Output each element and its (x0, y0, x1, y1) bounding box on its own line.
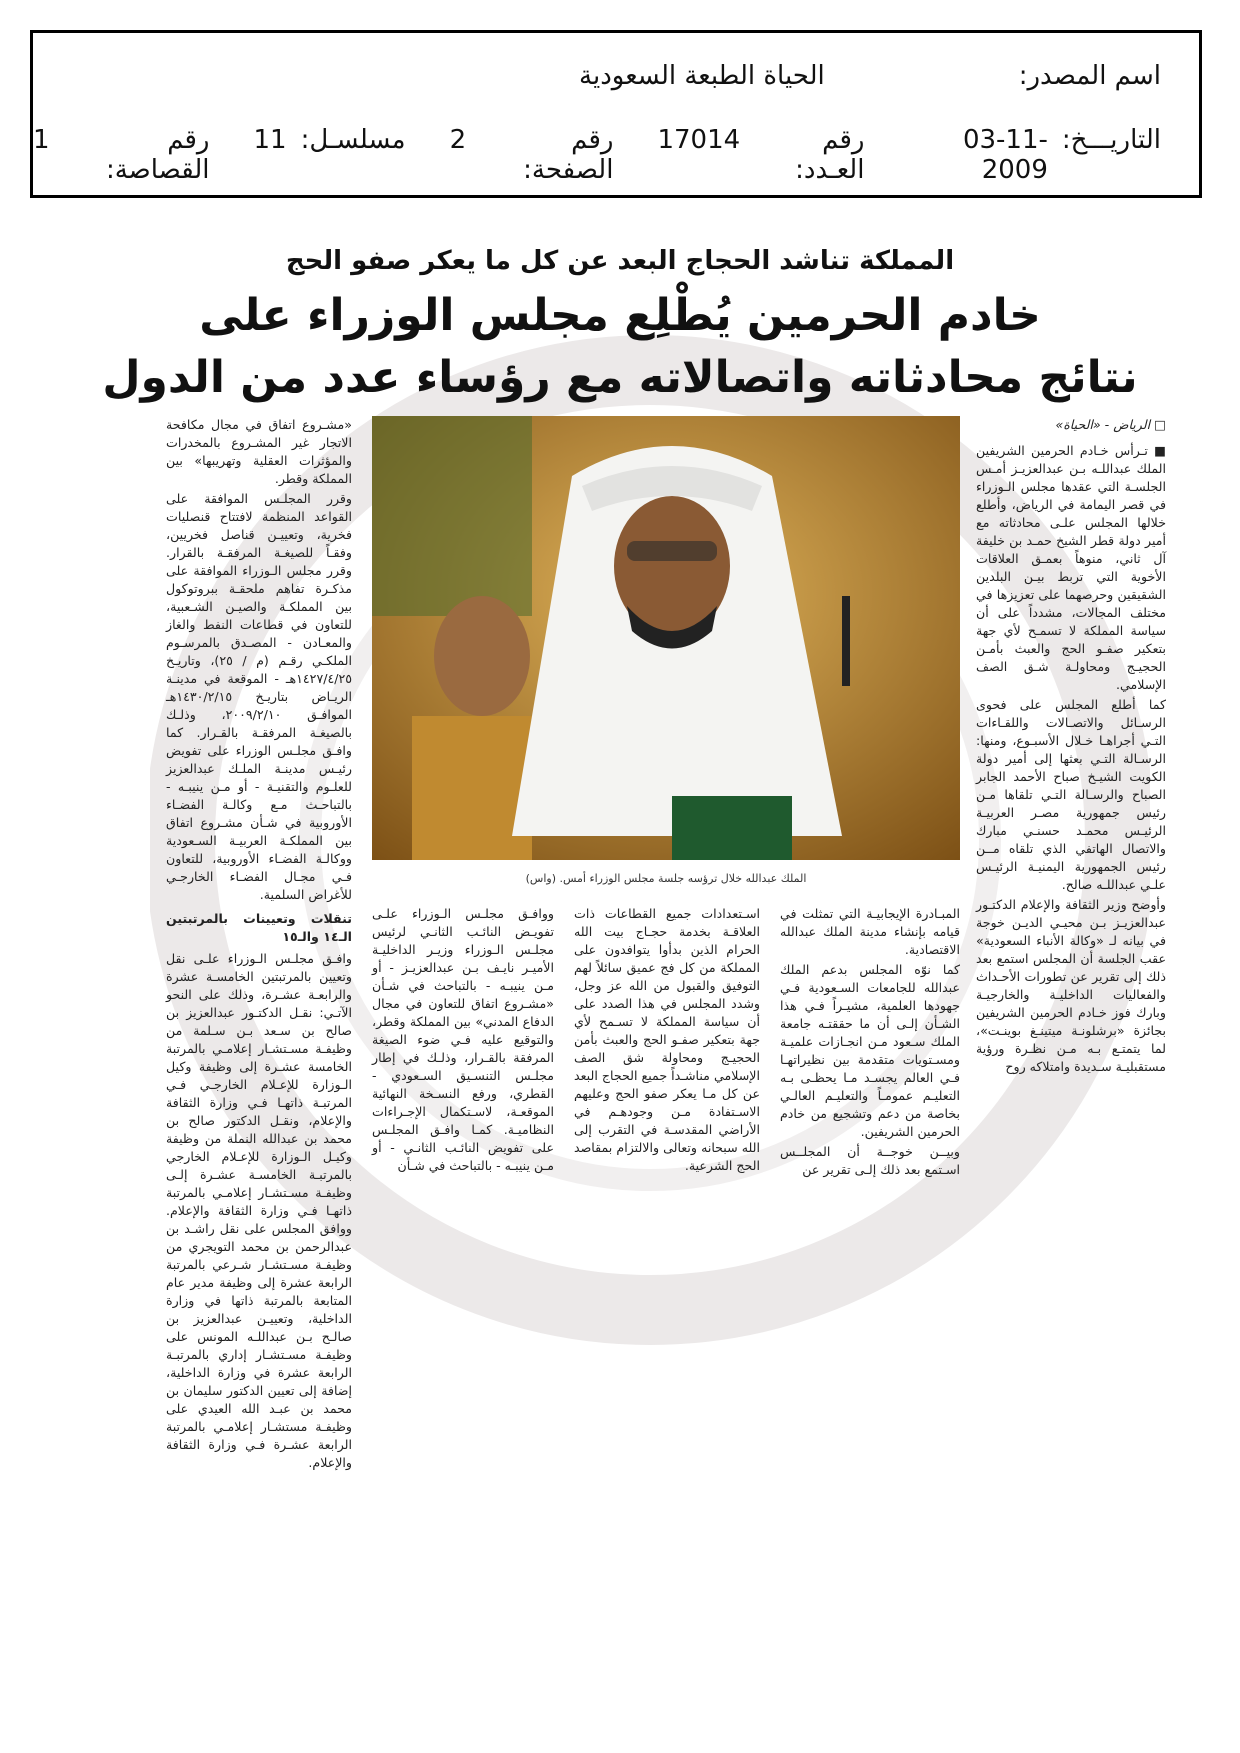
page-label: رقم الصفحة: (523, 125, 614, 185)
photo-caption: الملك عبدالله خلال ترؤسه جلسة مجلس الوزراء أمس. (واس) (525, 872, 807, 885)
metadata-box (30, 30, 1202, 198)
column-4 (372, 905, 554, 1177)
col2-paragraph-1: المبـادرة الإيجابيـة التي تمثلت في قيامه بإنشاء مدينة الملك عبدالله الاقتصادية. (780, 906, 960, 957)
issue-label: رقم العـدد: (795, 125, 865, 185)
col4-paragraph-1: ووافـق مجلـس الـوزراء علـى تفويـض النائـب الثانـي لرئيس مجلـس الـوزراء وزيـر الداخليـة الأميـر نايـف بـن عبدالعزيـز - أو مـن ينيبـه - بالتباحث في شـأن «مشـروع اتفاق للتعاون في مجال الدفاع المدني» بين المملكة وقطر، والتوقيع عليه فـي ضوء الصيغة المرفقة بالقـرار، وذلـك في إطار مجلـس التنسـيق السـعودي - القطري، ورفع النسـخة النهائية الموقعـة، لاسـتكمال الإجـراءات النظاميـة. كمـا وافـق المجلـس على تفويض النائـب الثانـي - أو مـن ينيبـه - بالتباحث في شـأن (372, 906, 554, 1173)
column-2 (780, 905, 960, 1181)
article-headline (0, 285, 1240, 409)
dateline: □ الرياض - «الحياة» (1055, 417, 1166, 432)
col2-paragraph-2: كما نوّه المجلس بدعم الملك عبدالله للجامعات السـعودية فـي جهودها العلمية، مشيـراً فـي هذا الشـأن إلـى أن ما حققتـه جامعة الملك سـعود مـن انجـازات علميـة ومسـتويات متقدمة بين نظيراتهـا فـي العالم يجسـد مـا يحظـى بـه التعليـم عمومـاً والتعليـم العالـي بخاصة من دعم وتشجيع من خادم الحرمين الشريفين. (780, 962, 960, 1139)
king-photo-illustration (372, 416, 960, 860)
headline-line-1: خادم الحرمين يُطْلِع مجلس الوزراء على (199, 290, 1041, 341)
col1-paragraph-2: كما أطلع المجلس على فحوى الرسـائل والاتصـالات واللقـاءات التـي أجراهـا خـلال الأسبـوع، ومنها: الرسـالة التـي بعثها إلى أمير دولة الكويت الشيـخ صباح الأحمد الجابر الصباح والرسـالة التـي تلقاها مـن رئيس جمهورية مصـر العربيـة الرئيـس محمـد حسنـي مبارك والاتصال الهاتفي الذي تلقاه مــن رئيس الجمهورية اليمنيـة الرئيـس علـي عبداللـه صالح. (976, 697, 1166, 892)
details-row (33, 125, 1161, 185)
page-value: 2 (449, 125, 467, 155)
date-value: 03-11-2009 (962, 125, 1048, 185)
issue-value: 17014 (657, 125, 741, 155)
column-5 (166, 416, 352, 1474)
clip-value: 1 (33, 125, 50, 155)
col1-paragraph-1: ■ تـرأس خـادم الحرمين الشريفين الملك عبداللـه بـن عبدالعزيـز أمـس الجلسـة التي عقدها مجلس الـوزراء في قصر اليمامة في الرياض، وأطلع خلالها المجلس علـى محادثاته مع أمير دولة قطر الشيخ حمـد بن خليفة آل ثاني، منوهاً بعمـق العلاقات الأخوية التي تربط بيـن البلدين الشقيقين وحرصهما على تعزيزها في مختلف المجالات، مشدداً على أن سياسة المملكة لا تسمـح لأي جهة بتعكير صفـو الحج والعبث بأمـن الحجيـج ومحاولـة شـق الصف الإسلامي. (976, 443, 1166, 692)
source-value: الحياة الطبعة السعودية (579, 61, 825, 91)
clip-label: رقم القصاصة: (105, 125, 210, 185)
column-1 (976, 416, 1166, 1078)
column-3 (574, 905, 760, 1177)
article-kicker: المملكة تناشد الحجاج البعد عن كل ما يعكر صفو الحج (285, 246, 955, 276)
headline-line-2: نتائج محادثاته واتصالاته مع رؤساء عدد من الدول (102, 352, 1138, 403)
col5-paragraph-1: «مشـروع اتفاق في مجال مكافحة الاتجار غير المشـروع بالمخدرات والمؤثرات العقلية وتهريبها» بين المملكة وقطر. (166, 417, 352, 486)
col5-subheading: تنقلات وتعيينات بالمرتبتين الـ١٤ والـ١٥ (166, 911, 352, 944)
article-photo (372, 416, 960, 860)
col2-paragraph-3: وبيــن خوجــة أن المجلــس اسـتمع بعد ذلك إلـى تقرير عن (780, 1144, 960, 1177)
serial-label: مسلسـل: (300, 125, 406, 155)
col5-paragraph-3: وافـق مجلـس الـوزراء علـى نقل وتعيين بالمرتبتين الخامسـة عشرة والرابعـة عشـرة، وذلك على النحو الآتـي: نقـل الدكتـور عبدالعزيز بن صالح بن سـعد بـن سـلمة من وظيفـة مسـتشـار إعلامـي بالمرتبة الخامسة عشـرة إلى وظيفة وكيل الـوزارة للإعـلام الخارجـي فـي المرتبـة ذاتهـا فـي وزارة الثقافة والإعلام، ونقـل الدكتور صالح بن محمد بن عبدالله النملة من وظيفة وكيـل الـوزارة للإعـلام الخارجي بالمرتبـة الخامسـة عشـرة إلـى وظيفـة مسـتشـار إعلامـي بالمرتبة ذاتهـا فـي وزارة الثقافة والإعلام. ووافق المجلس على نقل راشـد بن عبدالرحمن بن محمد التويجري من وظيفـة مسـتشـار شـرعي بالمرتبة الرابعة عشرة إلى وظيفة مدير عام المتابعة بالمرتبة ذاتها في وزارة الداخلية، وتعييـن عبدالعزيز بن صالـح بـن عبداللـه المونس على وظيفـة مسـتشـار إداري بالمرتبـة الرابعة عشرة في وزارة الداخلية، إضافة إلى تعيين الدكتور سليمان بن محمد بن عبـد الله العيدي على وظيفـة مستشـار إعلامـي بالمرتبة الرابعة عشـرة فـي وزارة الثقافة والإعلام. (166, 951, 352, 1470)
col1-paragraph-3: وأوضح وزير الثقافة والإعلام الدكتـور عبدالعزيـز بـن محيـي الديـن خوجة في بيانه لـ «وكالة الأنباء السعودية» عقب الجلسة أن المجلس استمع بعد ذلك إلى تقرير عن تطورات الأحـداث والفعاليات الداخليـة والخارجيـة وبارك فوز خـادم الحرمين الشريفين بجائزة «برشلونـة ميتينـغ بوينـت»، لما يتمتـع بـه مـن نظـرة ورؤية مستقبليـة سـديدة وامتلاكه روح (976, 897, 1166, 1074)
col5-paragraph-2: وقرر المجلـس الموافقة على القواعد المنظمة لافتتاح قنصليات فخرية، وتعييـن قناصل فخريين، وفقـاً للصيغـة المرفقـة بالقرار. وقرر مجلس الـوزراء الموافقة على مذكـرة تفاهم ملحقـة ببروتوكول بين المملكـة والصيـن الشـعبية، للتعاون في قطاعات النفط والغاز والمعـادن - المصـدق بالمرسـوم الملكـي رقـم (م / ٢٥)، وتاريـخ ١٤٢٧/٤/٢٥هـ - الموقعة في مدينـة الريـاض بتاريـخ ١٤٣٠/٢/١٥هـ الموافـق ٢٠٠٩/٢/١٠، وذلـك بالصيغـة المرفقـة بالقـرار. كما وافـق مجلـس الوزراء على تفويض رئيـس مدينـة الملـك عبدالعزيز للعلـوم والتقنيـة - أو مـن ينيبـه - بالتباحـث مـع وكالـة الفضـاء الأوروبية في شـأن مشـروع اتفاق بين المملكـة العربيـة السـعودية ووكالـة الفضـاء الأوروبية، للتعاون فـي مجـال الفضـاء الخارجـي للأغراض السلمية. (166, 491, 352, 902)
serial-value: 11 (253, 125, 287, 155)
source-row (579, 61, 1161, 91)
col3-paragraph-1: اسـتعدادات جميع القطاعات ذات العلاقـة بخدمة حجـاج بيت الله الحرام الذين بدأوا يتوافدون على المملكة من كل فج عميق سائلاً لهم التوفيق والقبول من الله عز وجل، وشدد المجلس في هذا الصدد على أن سياسة المملكة لا تسـمح لأي جهة بتعكير صفـو الحج والعبث بأمن الحجيـج ومحاولة شق الصف الإسلامي مناشـداً جميع الحجاج البعد عن كل مـا يعكر صفو الحج وعليهم الاسـتفادة مـن وجودهـم في الأراضي المقدسـة في التقرب إلى الله سبحانه وتعالى والالتزام بمقاصد الحج الشرعية. (574, 906, 760, 1173)
date-label: التاريـــخ: (1061, 125, 1161, 155)
source-label: اسم المصدر: (1018, 61, 1161, 91)
